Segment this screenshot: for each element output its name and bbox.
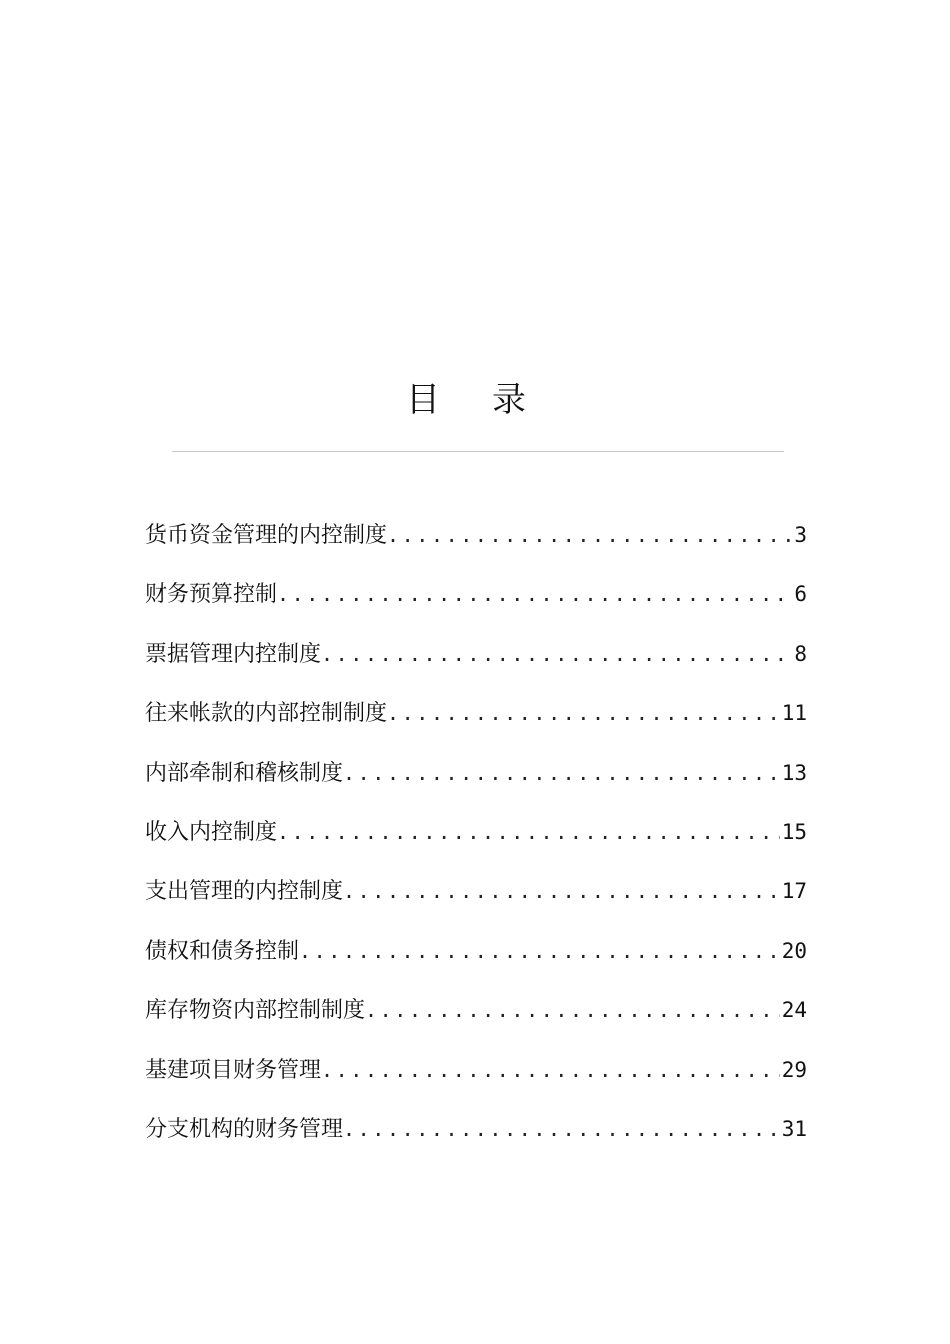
toc-dot-leader [365,988,780,1032]
toc-list [145,513,807,1166]
toc-entry[interactable] [145,869,807,928]
toc-entry[interactable] [145,691,807,750]
toc-entry-title: 基建项目财务管理 [145,1057,322,1083]
toc-entry-title: 货币资金管理的内控制度 [145,523,388,548]
toc-entry[interactable] [145,632,807,691]
toc-entry[interactable] [145,1107,807,1166]
toc-entry-page: 11 [781,701,807,726]
toc-dot-leader [387,513,792,557]
toc-entry[interactable] [145,988,807,1047]
toc-entry[interactable] [145,1048,807,1107]
toc-dot-leader [343,869,780,913]
toc-entry[interactable] [145,929,807,988]
toc-entry-title: 债权和债务控制 [145,938,300,964]
toc-entry-page: 24 [781,998,807,1023]
toc-entry-title: 往来帐款的内部控制制度 [145,701,388,727]
toc-entry-page: 29 [781,1057,807,1082]
toc-heading: 目录 [406,380,578,420]
toc-entry-title: 库存物资内部控制制度 [145,998,366,1024]
toc-entry-page: 3 [794,523,807,547]
toc-entry-page: 20 [781,938,807,963]
toc-dot-leader [343,1107,780,1151]
toc-dot-leader [321,1048,780,1092]
toc-dot-leader [277,810,780,854]
toc-dot-leader [387,691,780,735]
toc-entry-title: 财务预算控制 [145,582,278,608]
toc-entry-page: 8 [794,641,807,666]
heading-divider [172,451,784,452]
toc-dot-leader [299,929,780,973]
toc-dot-leader [277,572,792,616]
toc-entry-title: 支出管理的内控制度 [145,879,344,905]
toc-dot-leader [343,751,780,795]
toc-entry-title: 分支机构的财务管理 [145,1116,344,1142]
toc-entry[interactable] [145,513,807,572]
toc-dot-leader [321,632,792,676]
toc-entry[interactable] [145,572,807,631]
toc-entry-title: 内部牵制和稽核制度 [145,760,344,786]
toc-entry-page: 15 [781,819,807,844]
toc-entry-page: 6 [794,582,807,607]
toc-entry[interactable] [145,810,807,869]
toc-entry-page: 13 [781,760,807,785]
toc-entry-title: 票据管理内控制度 [145,641,322,667]
toc-entry-title: 收入内控制度 [145,819,278,845]
toc-entry-page: 17 [781,879,807,904]
toc-entry[interactable] [145,751,807,810]
toc-entry-page: 31 [781,1116,807,1141]
